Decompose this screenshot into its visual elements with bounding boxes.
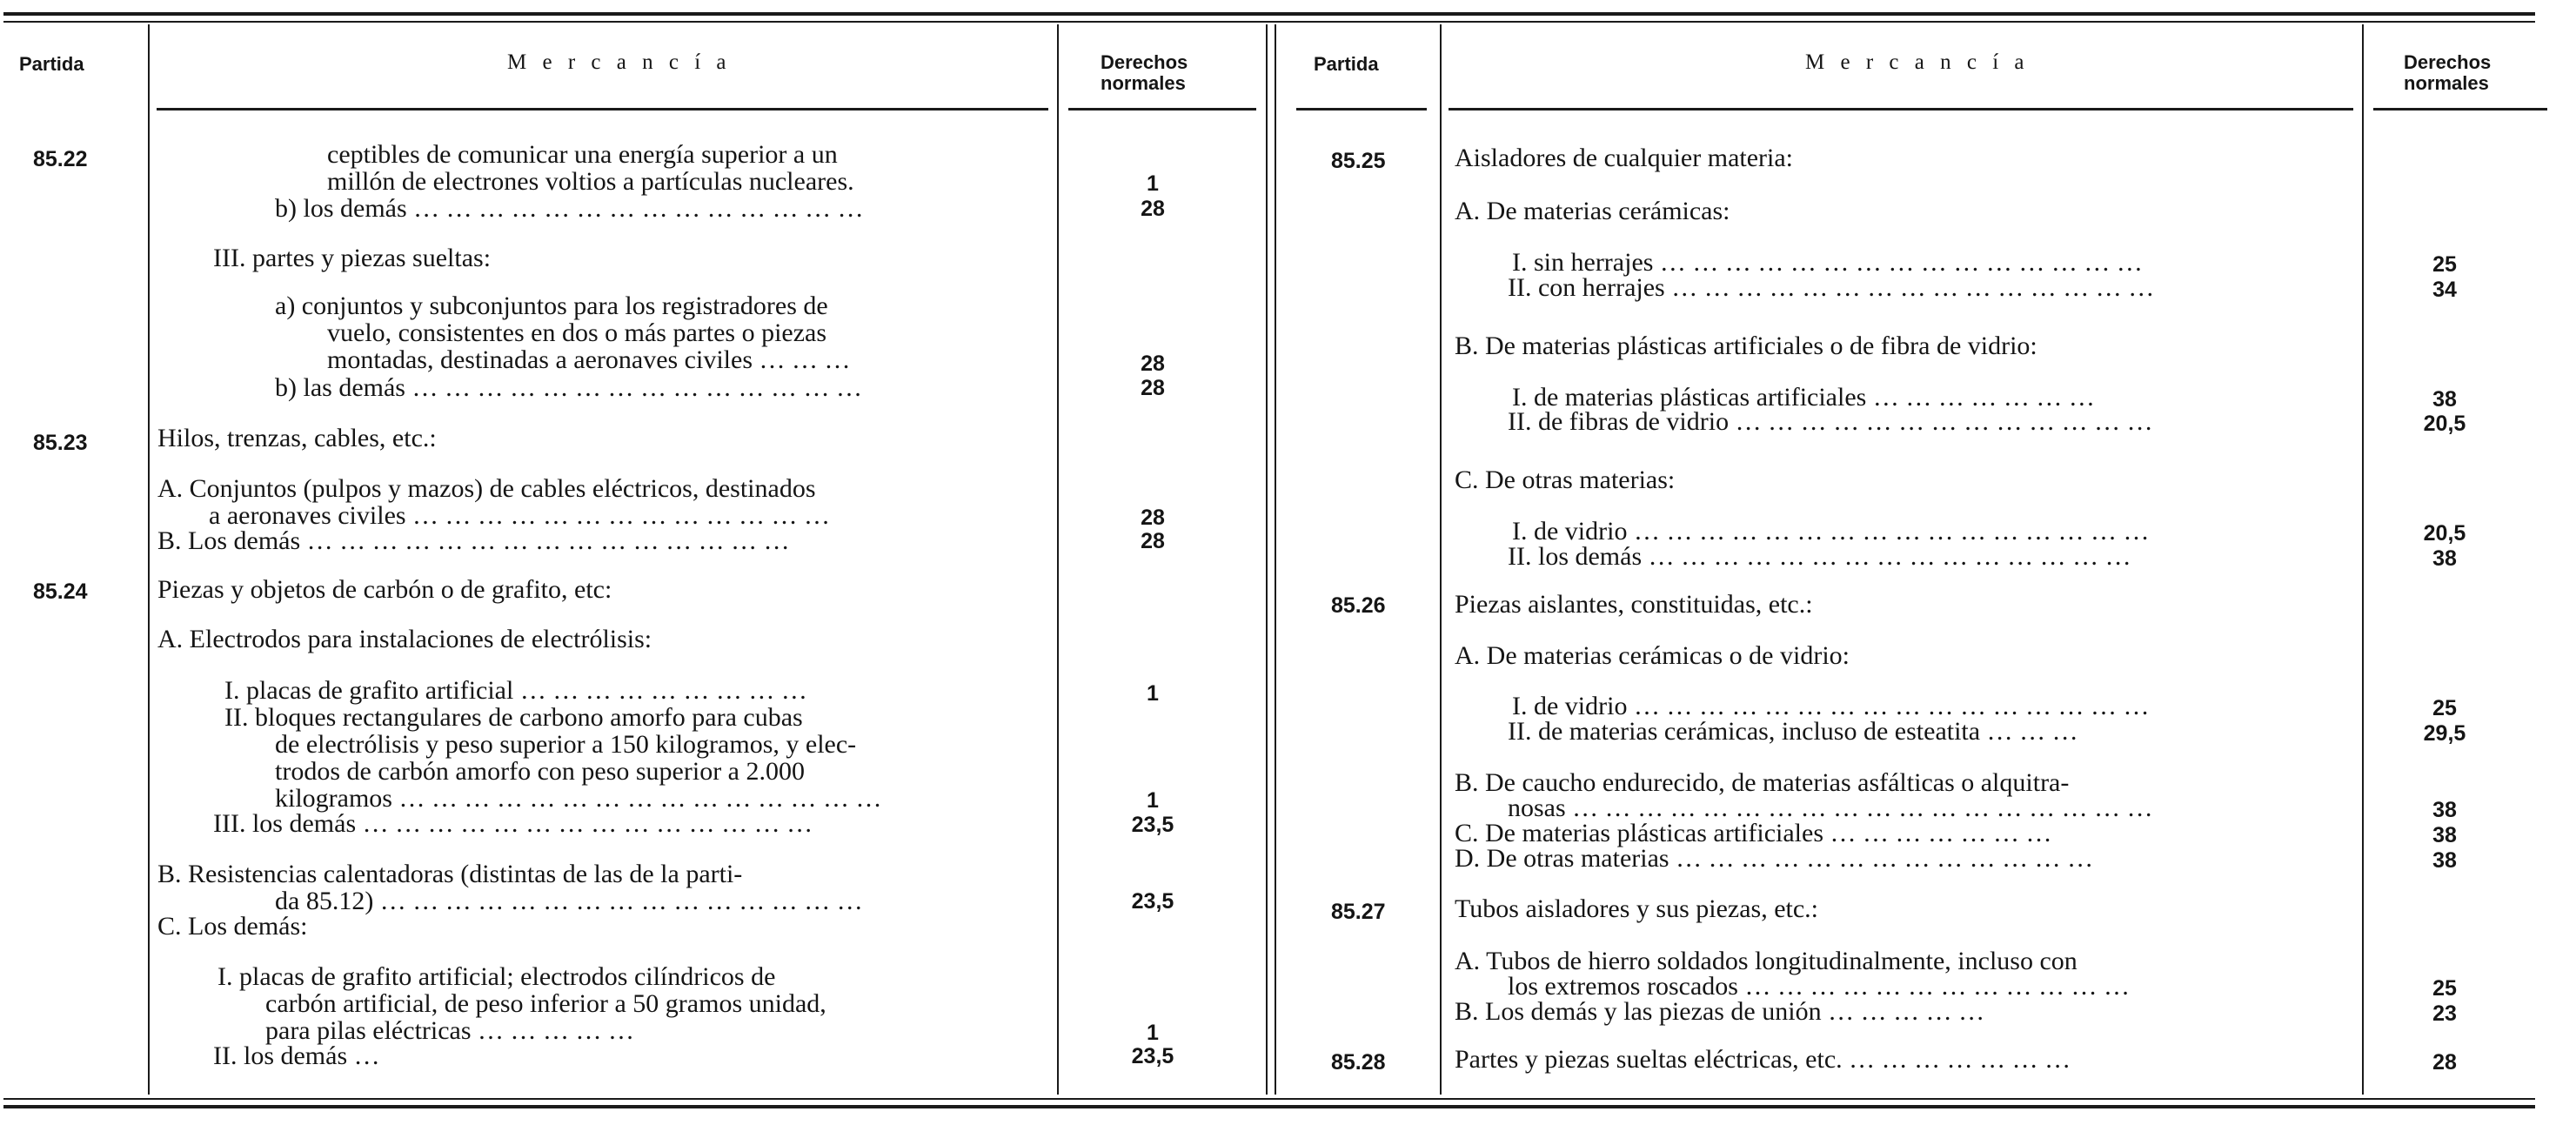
right-code-85-26: 85.26 — [1331, 593, 1386, 618]
left-divider-rate — [1057, 24, 1059, 1095]
right-line: los extremos roscados … … … … … … … … … … … … — [1508, 972, 2130, 1001]
right-rate: 20,5 — [2423, 412, 2466, 436]
right-rate: 28 — [2432, 1050, 2457, 1075]
right-line: Piezas aislantes, constituidas, etc.: — [1455, 590, 1813, 619]
left-code-85-24: 85.24 — [33, 579, 88, 604]
right-line: I. sin herrajes … … … … … … … … … … … … … … … — [1512, 248, 2143, 277]
left-rate: 1 — [1147, 1021, 1159, 1045]
right-header-underline-rate — [2373, 108, 2547, 110]
left-line: a aeronaves civiles … … … … … … … … … … … … … — [209, 501, 831, 530]
right-header-underline-code — [1296, 108, 1427, 110]
left-rate: 28 — [1141, 529, 1165, 553]
left-header-derechos: Derechos — [1101, 51, 1188, 73]
right-line: II. con herrajes … … … … … … … … … … … … … … … — [1508, 273, 2155, 302]
right-header-normales: normales — [2404, 72, 2489, 94]
right-rate: 20,5 — [2423, 521, 2466, 546]
left-line: trodos de carbón amorfo con peso superior a 2.000 — [275, 757, 805, 786]
left-line: kilogramos … … … … … … … … … … … … … … … — [275, 784, 882, 813]
right-line: A. Tubos de hierro soldados longitudinalmente, incluso con — [1455, 947, 2078, 975]
right-line: B. De materias plásticas artificiales o de fibra de vidrio: — [1455, 331, 2037, 360]
right-line: D. De otras materias … … … … … … … … … … … … … — [1455, 844, 2094, 873]
left-rate: 23,5 — [1131, 889, 1174, 914]
left-rate: 28 — [1141, 376, 1165, 400]
left-divider-code — [148, 24, 150, 1095]
right-rate: 25 — [2432, 696, 2457, 720]
left-line: para pilas eléctricas … … … … … — [265, 1016, 635, 1045]
left-line: I. placas de grafito artificial; electrodos cilíndricos de — [217, 962, 776, 991]
center-divider-a — [1266, 24, 1268, 1095]
left-line: montadas, destinadas a aeronaves civiles … … … — [327, 345, 851, 374]
left-line: vuelo, consistentes en dos o más partes o piezas — [327, 318, 827, 347]
left-line: B. Los demás … … … … … … … … … … … … … … … — [157, 526, 790, 555]
left-rate: 28 — [1141, 352, 1165, 376]
right-line: A. De materias cerámicas: — [1455, 197, 1730, 225]
right-divider-code — [1440, 24, 1442, 1095]
left-line: III. los demás … … … … … … … … … … … … … … — [213, 809, 813, 838]
right-line: II. los demás … … … … … … … … … … … … … … … — [1508, 542, 2131, 571]
top-rule-thin — [3, 21, 2535, 23]
right-rate: 34 — [2432, 278, 2457, 302]
right-rate: 38 — [2432, 823, 2457, 847]
left-line: Hilos, trenzas, cables, etc.: — [157, 424, 437, 452]
left-line: Piezas y objetos de carbón o de grafito, etc: — [157, 575, 612, 604]
right-rate: 38 — [2432, 387, 2457, 412]
left-code-85-22: 85.22 — [33, 147, 88, 171]
left-header-underline-rate — [1068, 108, 1256, 110]
left-line: C. Los demás: — [157, 912, 308, 941]
bottom-rule-thick — [3, 1105, 2535, 1108]
left-rate: 1 — [1147, 681, 1159, 706]
right-line: Partes y piezas sueltas eléctricas, etc. … … … … … … … — [1455, 1045, 2071, 1074]
left-rate: 1 — [1147, 788, 1159, 813]
left-line: b) los demás … … … … … … … … … … … … … … — [275, 194, 864, 223]
right-line: C. De materias plásticas artificiales … … … … … … … — [1455, 819, 2052, 847]
right-line: C. De otras materias: — [1455, 465, 1676, 494]
right-rate: 25 — [2432, 252, 2457, 277]
right-line: II. de materias cerámicas, incluso de esteatita … … … — [1508, 717, 2078, 746]
right-line: I. de materias plásticas artificiales … … … … … … … — [1512, 383, 2095, 412]
right-header-mercancia: M e r c a n c í a — [1805, 50, 2030, 74]
left-line: b) las demás … … … … … … … … … … … … … … — [275, 373, 862, 402]
right-rate: 38 — [2432, 848, 2457, 873]
left-header-partida: Partida — [19, 53, 84, 75]
right-rate: 25 — [2432, 976, 2457, 1001]
left-rate: 23,5 — [1131, 813, 1174, 837]
left-line: I. placas de grafito artificial … … … … … … … … … — [224, 676, 807, 705]
left-line: millón de electrones voltios a partículas nucleares. — [327, 167, 854, 196]
left-line: de electrólisis y peso superior a 150 kilogramos, y elec- — [275, 730, 857, 759]
right-rate: 29,5 — [2423, 721, 2466, 746]
left-header-underline-desc — [157, 108, 1048, 110]
right-code-85-28: 85.28 — [1331, 1050, 1386, 1075]
left-line: III. partes y piezas sueltas: — [213, 244, 492, 272]
left-rate: 1 — [1147, 171, 1159, 196]
left-header-normales: normales — [1101, 72, 1186, 94]
right-divider-rate — [2362, 24, 2364, 1095]
left-rate: 28 — [1141, 197, 1165, 221]
left-line: B. Resistencias calentadoras (distintas de las de la parti- — [157, 860, 743, 888]
right-rate: 38 — [2432, 546, 2457, 571]
left-rate: 23,5 — [1131, 1044, 1174, 1068]
left-line: A. Conjuntos (pulpos y mazos) de cables eléctricos, destinados — [157, 474, 816, 503]
left-line: A. Electrodos para instalaciones de electrólisis: — [157, 625, 652, 653]
left-line: da 85.12) … … … … … … … … … … … … … … … — [275, 887, 863, 915]
top-rule-thick — [3, 12, 2535, 16]
right-line: Aisladores de cualquier materia: — [1455, 144, 1794, 172]
bottom-rule-thin — [3, 1098, 2535, 1100]
right-header-derechos: Derechos — [2404, 51, 2492, 73]
right-line: Tubos aisladores y sus piezas, etc.: — [1455, 894, 1819, 923]
right-line: II. de fibras de vidrio … … … … … … … … … … … … … — [1508, 407, 2153, 436]
right-line: I. de vidrio … … … … … … … … … … … … … … … … — [1512, 692, 2150, 720]
right-rate: 38 — [2432, 798, 2457, 822]
left-rate: 28 — [1141, 506, 1165, 530]
right-line: nosas … … … … … … … … … … … … … … … … … … — [1508, 794, 2153, 822]
right-header-partida: Partida — [1314, 53, 1379, 75]
right-line: I. de vidrio … … … … … … … … … … … … … … … … — [1512, 517, 2150, 546]
right-header-underline-desc — [1449, 108, 2353, 110]
left-line: ceptibles de comunicar una energía superior a un — [327, 140, 838, 169]
right-line: A. De materias cerámicas o de vidrio: — [1455, 641, 1850, 670]
right-rate: 23 — [2432, 1001, 2457, 1026]
left-line: II. bloques rectangulares de carbono amorfo para cubas — [224, 703, 803, 732]
right-code-85-25: 85.25 — [1331, 149, 1386, 173]
center-divider-b — [1275, 24, 1276, 1095]
left-code-85-23: 85.23 — [33, 431, 88, 455]
right-code-85-27: 85.27 — [1331, 900, 1386, 924]
left-line: carbón artificial, de peso inferior a 50 gramos unidad, — [265, 989, 826, 1018]
left-header-mercancia: M e r c a n c í a — [507, 50, 732, 74]
right-line: B. Los demás y las piezas de unión … … … … … — [1455, 997, 1985, 1026]
right-line: B. De caucho endurecido, de materias asfálticas o alquitra- — [1455, 768, 2070, 797]
left-line: a) conjuntos y subconjuntos para los registradores de — [275, 291, 828, 320]
left-line: II. los demás … — [213, 1041, 380, 1070]
